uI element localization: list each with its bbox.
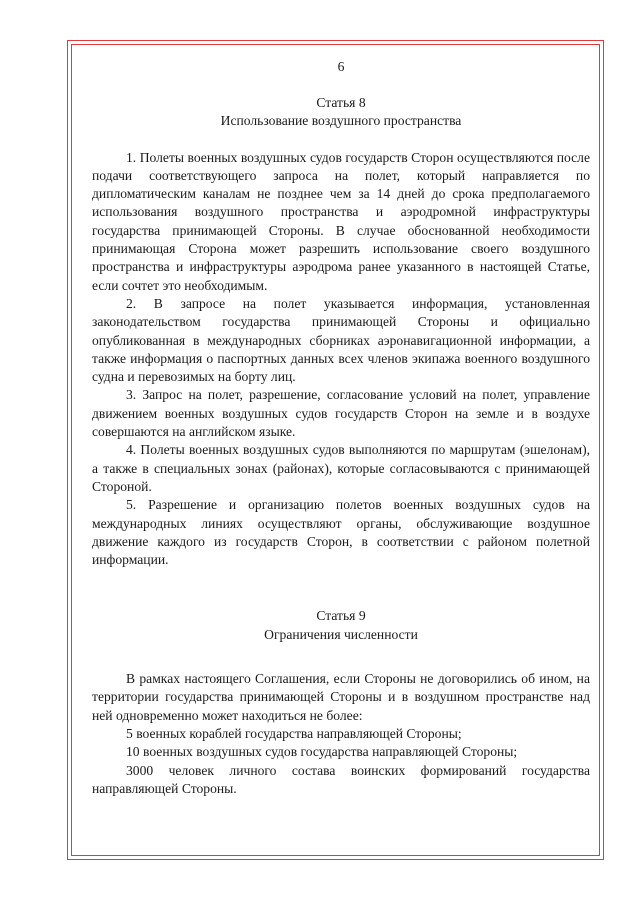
article-8-paragraph-4: 4. Полеты военных воздушных судов выполняются по маршрутам (эшелонам), а также в специальных зонах (районах), которые согласовываются с принимающей Стороной. <box>92 442 590 494</box>
article-9-intro: В рамках настоящего Соглашения, если Стороны не договорились об ином, на территории государства принимающей Стороны и в воздушном пространстве над ней одновременно может находиться не более: <box>92 671 590 723</box>
article-8-header <box>92 94 590 131</box>
article-9-item-3: 3000 человек личного состава воинских формирований государства направляющей Стороны. <box>92 762 590 796</box>
article-9-subtitle: Ограничения численности <box>264 626 418 642</box>
article-8-text <box>92 149 590 570</box>
article-8-paragraph-3: 3. Запрос на полет, разрешение, согласование условий на полет, управление движением военных воздушных судов государств Сторон на земле и в воздухе совершаются на английском языке. <box>92 387 590 440</box>
article-8-paragraph-1: 1. Полеты военных воздушных судов государств Сторон осуществляются после подачи соответствующего запроса на полет, который направляется по дипломатическим каналам не позднее чем за 14 дней до срока предполагаемого использования воздушного пространства и аэродромной инфраструктуры государства принимающей Стороны. В случае обоснованной необходимости принимающая Сторона может разрешить использование своего воздушного пространства и инфраструктуры аэродрома ранее указанного в настоящей Статье, если сочтет это необходимым. <box>92 149 590 293</box>
article-8-subtitle: Использование воздушного пространства <box>220 113 462 129</box>
article-8-title: Статья 8 <box>316 95 366 110</box>
article-9-title: Статья 9 <box>316 608 366 624</box>
article-8-paragraph-5: 5. Разрешение и организацию полетов военных воздушных судов на международных линиях осуществляют органы, обслуживающие воздушное движение каждого из государств Сторон, в соответствии с районом полетной информации. <box>92 497 590 568</box>
article-9-text <box>92 670 590 798</box>
article-9-header <box>92 607 590 644</box>
page-number: 6 <box>337 59 345 74</box>
document-body <box>92 52 590 798</box>
article-9-item-1: 5 военных кораблей государства направляющей Стороны; <box>126 725 462 741</box>
article-9-item-2: 10 военных воздушных судов государства направляющей Стороны; <box>126 744 518 760</box>
article-8-paragraph-2: 2. В запросе на полет указывается информация, установленная законодательством государства принимающей Стороны и официально опубликованная в международных сборниках аэронавигационной информации, а также информация о паспортных данных всех членов экипажа военного воздушного судна и перевозимых на борту лиц. <box>92 295 590 385</box>
